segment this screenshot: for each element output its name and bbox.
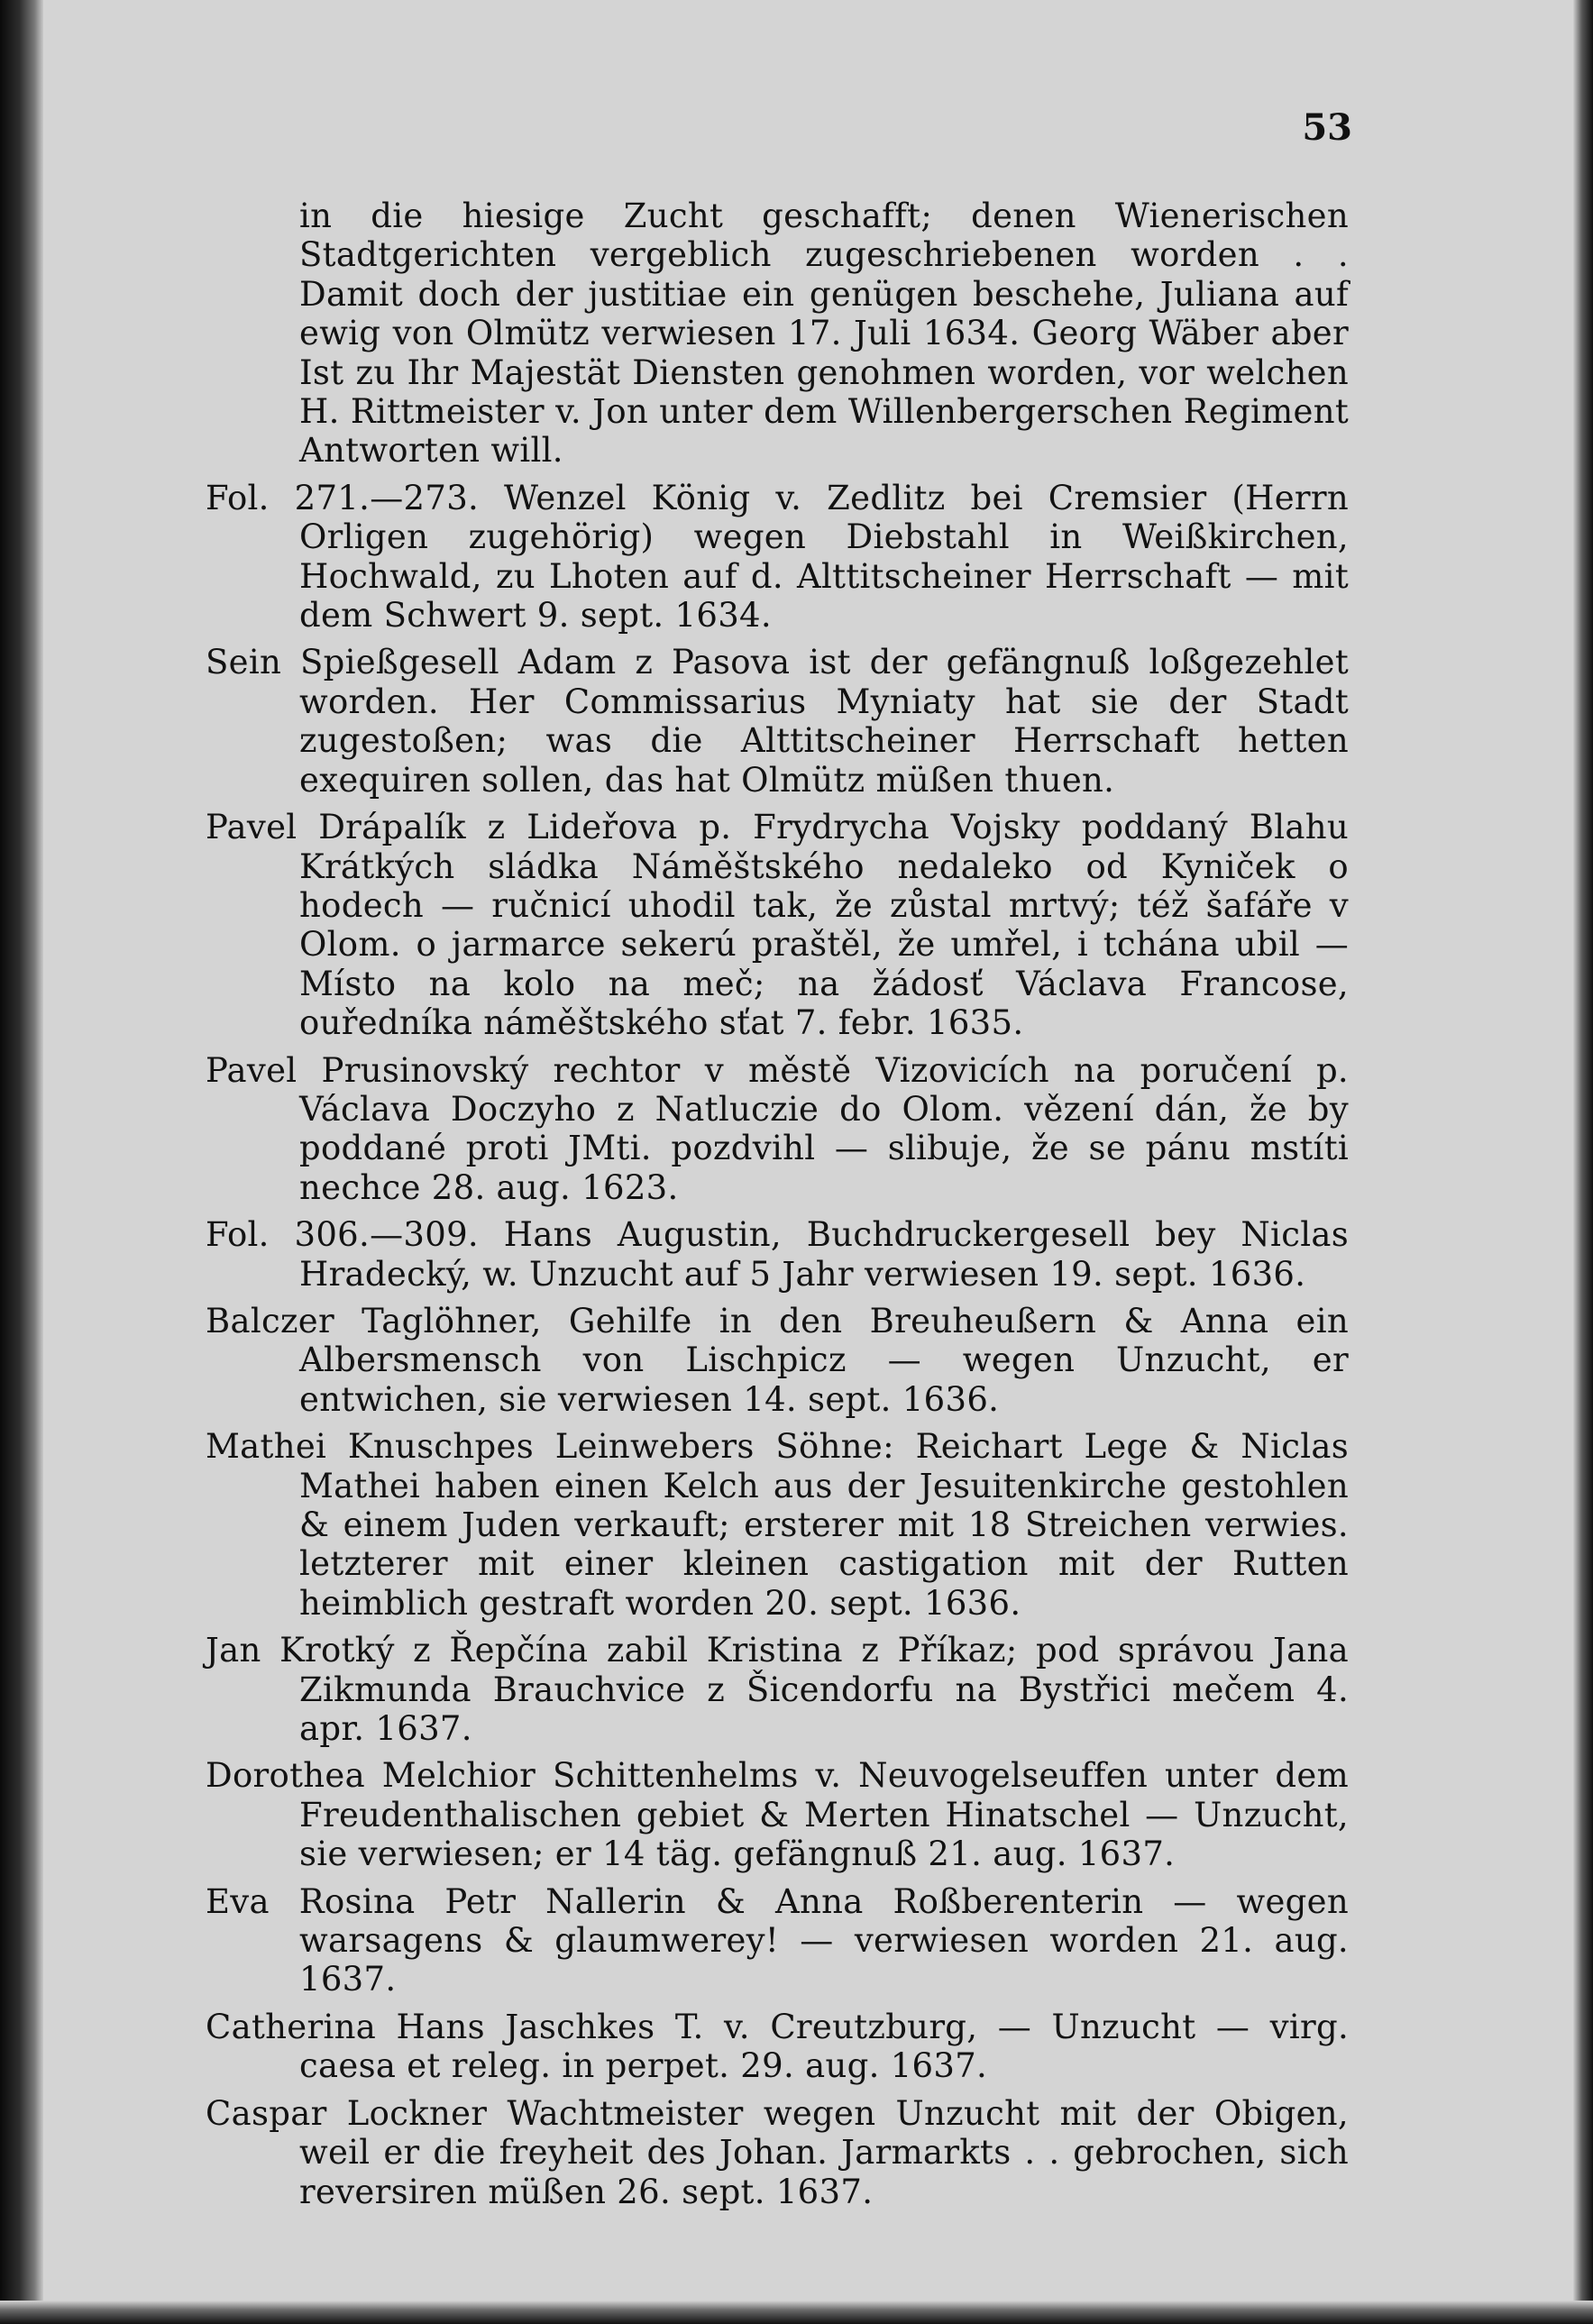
page-edge-bottom bbox=[0, 2301, 1593, 2324]
text-entry: Mathei Knuschpes Leinwebers Söhne: Reichart Lege & Niclas Mathei haben einen Kelch aus der Jesuitenkirche gestohlen & einem Juden verkauft; ersterer mit 18 Streichen verwies. letzterer mit einer kleinen castigation mit der Rutten heimblich gestraft worden 20. sept. 1636. bbox=[206, 1427, 1349, 1623]
page-edge-right bbox=[1573, 0, 1593, 2324]
text-entry: Jan Krotký z Řepčína zabil Kristina z Příkaz; pod správou Jana Zikmunda Brauchvice z Šicendorfu na Bystřici mečem 4. apr. 1637. bbox=[206, 1631, 1349, 1749]
text-entry: Fol. 271.—273. Wenzel König v. Zedlitz bei Cremsier (Herrn Orligen zugehörig) wegen Diebstahl in Weißkirchen, Hochwald, zu Lhoten auf d. Alttitscheiner Herrschaft — mit dem Schwert 9. sept. 1634. bbox=[206, 478, 1349, 636]
text-entry: Pavel Drápalík z Lideřova p. Frydrycha Vojsky poddaný Blahu Krátkých sládka Náměštského nedaleko od Kyniček o hodech — ručnicí uhodil tak, že zůstal mrtvý; též šafáře v Olom. o jarmarce sekerú praštěl, že umřel, i tchána ubil — Místo na kolo na meč; na žádosť Václava Francose, ouředníka náměštského sťat 7. febr. 1635. bbox=[206, 808, 1349, 1043]
text-entry: Dorothea Melchior Schittenhelms v. Neuvogelseuffen unter dem Freudenthalischen gebiet & Merten Hinatschel — Unzucht, sie verwiesen; er 14 täg. gefängnuß 21. aug. 1637. bbox=[206, 1756, 1349, 1874]
text-entry: Catherina Hans Jaschkes T. v. Creutzburg, — Unzucht — virg. caesa et releg. in perpet. 29. aug. 1637. bbox=[206, 2007, 1349, 2086]
text-entry: Pavel Prusinovský rechtor v městě Vizovicích na poručení p. Václava Doczyho z Natluczie do Olom. vězení dán, že by poddané proti JMti. pozdvihl — slibuje, že se pánu mstíti nechce 28. aug. 1623. bbox=[206, 1050, 1349, 1207]
page-body bbox=[206, 197, 1349, 2219]
text-entry: Caspar Lockner Wachtmeister wegen Unzucht mit der Obigen, weil er die freyheit des Johan. Jarmarkts . . gebrochen, sich reversiren müßen 26. sept. 1637. bbox=[206, 2093, 1349, 2211]
page-number: 53 bbox=[1302, 106, 1352, 149]
text-entry: Balczer Taglöhner, Gehilfe in den Breuheußern & Anna ein Albersmensch von Lischpicz — wegen Unzucht, er entwichen, sie verwiesen 14. sept. 1636. bbox=[206, 1301, 1349, 1419]
text-entry: Fol. 306.—309. Hans Augustin, Buchdruckergesell bey Niclas Hradecký, w. Unzucht auf 5 Jahr verwiesen 19. sept. 1636. bbox=[206, 1215, 1349, 1294]
text-entry: Sein Spießgesell Adam z Pasova ist der gefängnuß loßgezehlet worden. Her Commissarius Myniaty hat sie der Stadt zugestoßen; was die Alttitscheiner Herrschaft hetten exequiren sollen, das hat Olmütz müßen thuen. bbox=[206, 643, 1349, 800]
text-entry: Eva Rosina Petr Nallerin & Anna Roßberenterin — wegen warsagens & glaumwerey! — verwiesen worden 21. aug. 1637. bbox=[206, 1881, 1349, 1999]
book-spine-shadow bbox=[0, 0, 43, 2324]
text-entry: in die hiesige Zucht geschafft; denen Wienerischen Stadtgerichten vergeblich zugeschriebenen worden . . Damit doch der justitiae ein genügen beschehe, Juliana auf ewig von Olmütz verwiesen 17. Juli 1634. Georg Wäber aber Ist zu Ihr Majestät Diensten genohmen worden, vor welchen H. Rittmeister v. Jon unter dem Willenbergerschen Regiment Antworten will. bbox=[299, 197, 1349, 471]
